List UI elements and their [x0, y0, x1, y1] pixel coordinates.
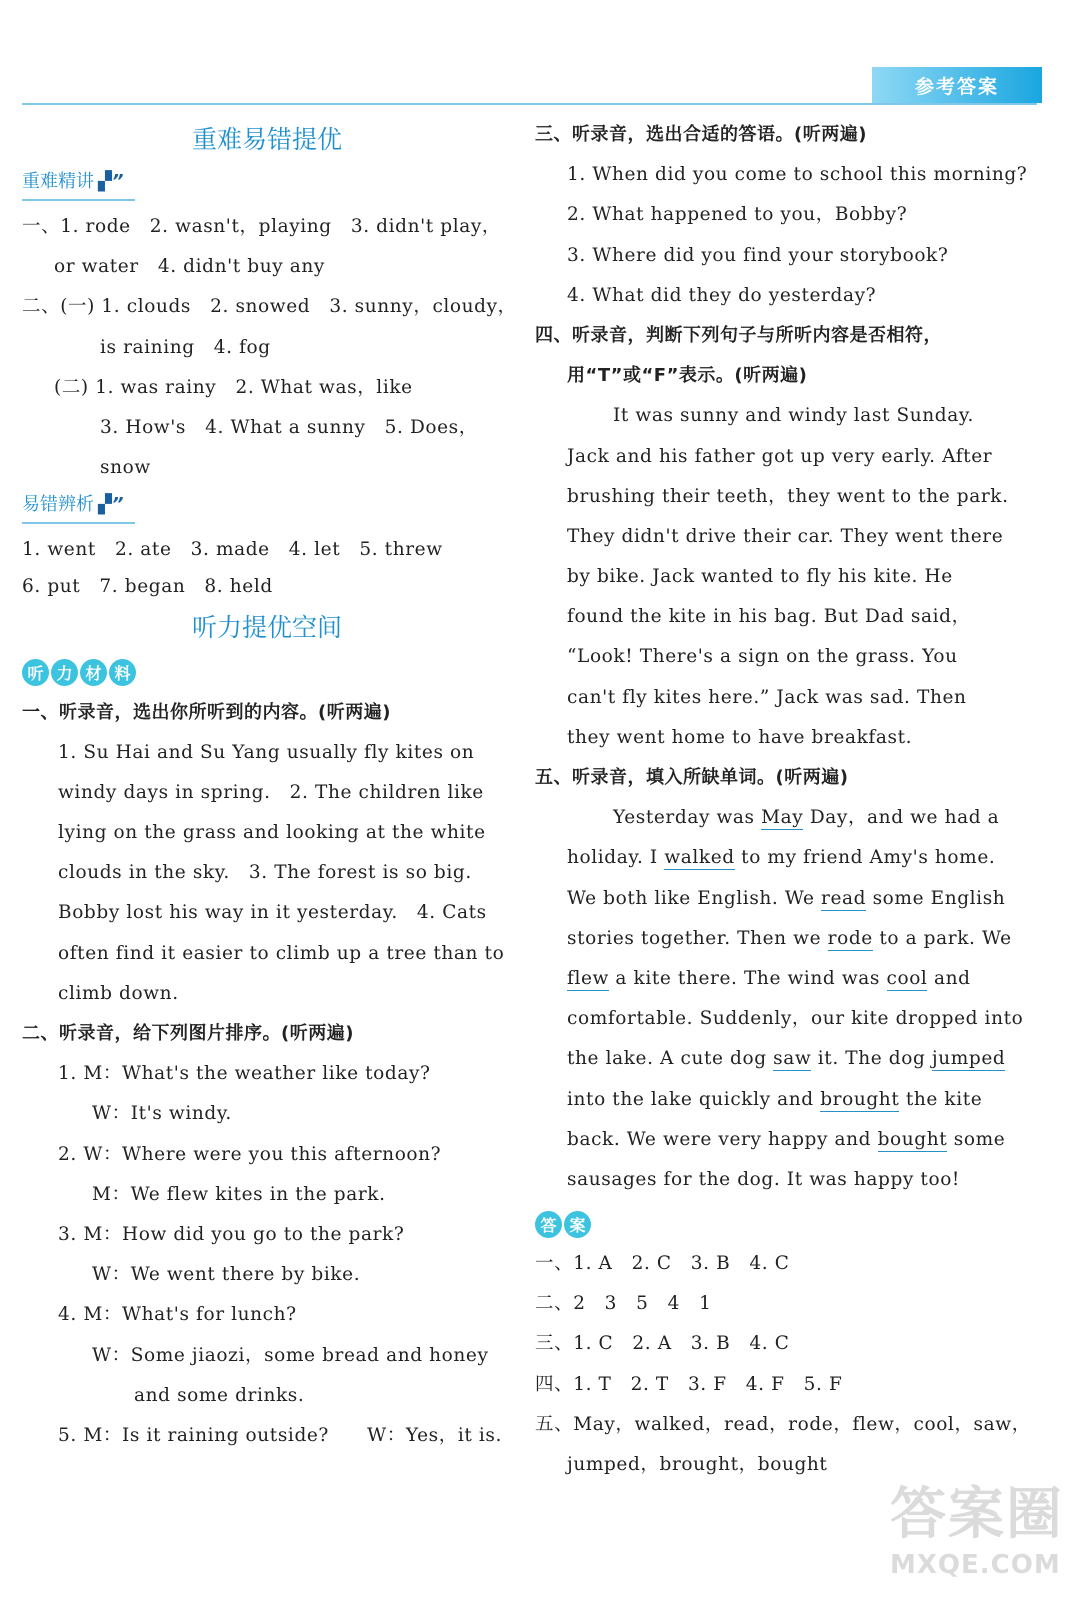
- answer-line: 3. How's 4. What a sunny 5. Does，: [100, 416, 478, 438]
- badge-char: 答: [535, 1211, 562, 1238]
- subheading-label: 易错辨析: [22, 494, 94, 516]
- watermark-top: 答案圈: [890, 1482, 1064, 1547]
- filled-blank: brought: [820, 1088, 900, 1110]
- filled-blank: flew: [567, 967, 609, 989]
- watermark-logo: [890, 1480, 1080, 1590]
- passage-line: found the kite in his bag. But Dad said，: [567, 606, 971, 628]
- answer-line: 一、1. A 2. C 3. B 4. C: [535, 1253, 790, 1275]
- filled-blank: jumped: [931, 1048, 1006, 1070]
- subheading-label: 重难精讲: [22, 171, 94, 192]
- passage-line: by bike. Jack wanted to fly his kite. He: [567, 566, 953, 588]
- passage-line: brushing their teeth，they went to the park.: [567, 485, 1009, 507]
- watermark-bottom: MXQE.COM: [890, 1550, 1061, 1580]
- filled-blank: walked: [664, 847, 735, 869]
- passage-text: Yesterday was: [613, 807, 762, 829]
- answer-line: 二、(一) 1. clouds 2. snowed 3. sunny，cloudy，: [22, 296, 517, 318]
- answer-line: is raining 4. fog: [100, 336, 271, 358]
- answer-line: 二、2 3 5 4 1: [535, 1293, 712, 1315]
- question-title: 二、听录音，给下列图片排序。(听两遍): [22, 1023, 354, 1044]
- fill-in-line: [535, 1120, 1035, 1160]
- answer-line: snow: [100, 457, 151, 479]
- fill-in-line: [535, 1039, 1035, 1079]
- passage-text: to my friend Amy's home.: [734, 847, 996, 869]
- badge-char: 力: [51, 659, 78, 686]
- answer-line: 1. went 2. ate 3. made 4. let 5. threw: [22, 539, 443, 561]
- fill-in-line: [535, 1160, 1035, 1200]
- passage-line: Bobby lost his way in it yesterday. 4. Cats: [58, 902, 487, 924]
- badge-char: 听: [22, 659, 49, 686]
- answer-section-tab: 参考答案: [872, 67, 1042, 103]
- badge-char: 案: [564, 1211, 591, 1238]
- question-title: 四、听录音，判断下列句子与所听内容是否相符，: [535, 324, 942, 346]
- fill-in-line: [535, 798, 1035, 838]
- passage-line: can't fly kites here.” Jack was sad. Then: [567, 686, 967, 708]
- passage-text: some English: [866, 887, 1006, 909]
- passage-line: 2. What happened to you，Bobby?: [567, 204, 908, 226]
- passage-text: it. The dog: [811, 1048, 932, 1070]
- passage-text: back. We were very happy and: [567, 1128, 878, 1150]
- passage-line: windy days in spring. 2. The children like: [58, 781, 484, 803]
- passage-line: clouds in the sky. 3. The forest is so big.: [58, 862, 472, 884]
- badge-char: 材: [80, 659, 107, 686]
- filled-blank: read: [821, 887, 867, 909]
- dialogue-line: 5. M：Is it raining outside? W：Yes，it is.: [58, 1424, 502, 1446]
- passage-text: and: [927, 967, 971, 989]
- dialogue-line: W：It's windy.: [92, 1103, 232, 1125]
- filled-blank: bought: [877, 1128, 948, 1150]
- passage-text: to a park. We: [872, 927, 1012, 949]
- answer-badge: [535, 1204, 1035, 1244]
- question-title-cont: 用“T”或“F”表示。(听两遍): [567, 365, 808, 387]
- fill-in-line: [535, 1080, 1035, 1120]
- passage-text: comfortable. Suddenly，our kite dropped into: [567, 1008, 1024, 1030]
- answer-line: 四、1. T 2. T 3. F 4. F 5. F: [535, 1373, 843, 1395]
- subheading-key-explanations: [22, 165, 135, 201]
- passage-line: “Look! There's a sign on the grass. You: [567, 646, 958, 668]
- answer-line: 6. put 7. began 8. held: [22, 575, 273, 597]
- answer-line: jumped，brought，bought: [567, 1454, 828, 1475]
- filled-blank: May: [761, 807, 804, 829]
- passage-line: climb down.: [58, 982, 179, 1004]
- passage-text: holiday. I: [567, 847, 665, 869]
- answer-line: 三、1. C 2. A 3. B 4. C: [535, 1333, 790, 1355]
- filled-blank: cool: [886, 967, 928, 989]
- answer-line: 一、1. rode 2. wasn't，playing 3. didn't play，: [22, 216, 502, 237]
- fill-in-line: [535, 879, 1035, 919]
- passage-line: 1. Su Hai and Su Yang usually fly kites on: [58, 741, 475, 763]
- section-title-key-points: 重难易错提优: [191, 125, 342, 154]
- passage-text: the lake. A cute dog: [567, 1048, 774, 1070]
- passage-text: Day，and we had a: [803, 807, 1000, 829]
- dialogue-line: W：We went there by bike.: [92, 1264, 361, 1286]
- passage-text: a kite there. The wind was: [608, 967, 887, 989]
- dialogue-line: 2. W：Where were you this afternoon?: [58, 1143, 442, 1165]
- listening-material-badge: [22, 653, 512, 693]
- quote-mark-icon: ▞”: [98, 494, 124, 516]
- passage-text: into the lake quickly and: [567, 1088, 821, 1110]
- passage-line: 3. Where did you find your storybook?: [567, 244, 949, 266]
- section-title-listening: 听力提优空间: [191, 612, 342, 642]
- fill-in-line: [535, 959, 1035, 999]
- passage-text: the kite: [899, 1088, 983, 1110]
- passage-text: sausages for the dog. It was happy too!: [567, 1168, 960, 1190]
- left-column: [22, 115, 517, 1456]
- passage-line: They didn't drive their car. They went there: [567, 525, 1004, 547]
- dialogue-line: 1. M：What's the weather like today?: [58, 1063, 431, 1085]
- answer-line: 五、May，walked，read，rode，flew，cool，saw，: [535, 1413, 1031, 1435]
- quote-mark-icon: ▞”: [98, 171, 124, 192]
- question-title: 五、听录音，填入所缺单词。(听两遍): [535, 767, 849, 788]
- passage-line: they went home to have breakfast.: [567, 726, 913, 748]
- dialogue-line: and some drinks.: [134, 1384, 305, 1406]
- passage-line: 1. When did you come to school this morning?: [567, 164, 1028, 186]
- filled-blank: saw: [773, 1048, 812, 1070]
- passage-line: It was sunny and windy last Sunday.: [613, 405, 974, 427]
- right-column: [535, 115, 1035, 1485]
- passage-text: some: [947, 1128, 1006, 1150]
- passage-text: We both like English. We: [567, 887, 822, 909]
- fill-in-passage: [535, 798, 1035, 1200]
- passage-line: often find it easier to climb up a tree than to: [58, 942, 505, 964]
- dialogue-line: 3. M：How did you go to the park?: [58, 1223, 405, 1245]
- fill-in-line: [535, 919, 1035, 959]
- passage-line: 4. What did they do yesterday?: [567, 284, 877, 306]
- subheading-error-analysis: [22, 488, 135, 524]
- dialogue-line: M：We flew kites in the park.: [92, 1183, 386, 1205]
- badge-char: 料: [109, 659, 136, 686]
- dialogue-line: 4. M：What's for lunch?: [58, 1304, 297, 1326]
- answer-line: or water 4. didn't buy any: [54, 256, 325, 278]
- question-title: 一、听录音，选出你所听到的内容。(听两遍): [22, 701, 391, 723]
- header-rule: [22, 103, 1037, 105]
- filled-blank: rode: [827, 927, 873, 949]
- question-title: 三、听录音，选出合适的答语。(听两遍): [535, 124, 867, 145]
- passage-line: lying on the grass and looking at the white: [58, 822, 486, 844]
- passage-text: stories together. Then we: [567, 927, 828, 949]
- dialogue-line: W：Some jiaozi，some bread and honey: [92, 1344, 489, 1366]
- fill-in-line: [535, 999, 1035, 1039]
- passage-line: Jack and his father got up very early. After: [567, 445, 993, 467]
- fill-in-line: [535, 838, 1035, 878]
- answer-line: (二) 1. was rainy 2. What was，like: [54, 376, 413, 398]
